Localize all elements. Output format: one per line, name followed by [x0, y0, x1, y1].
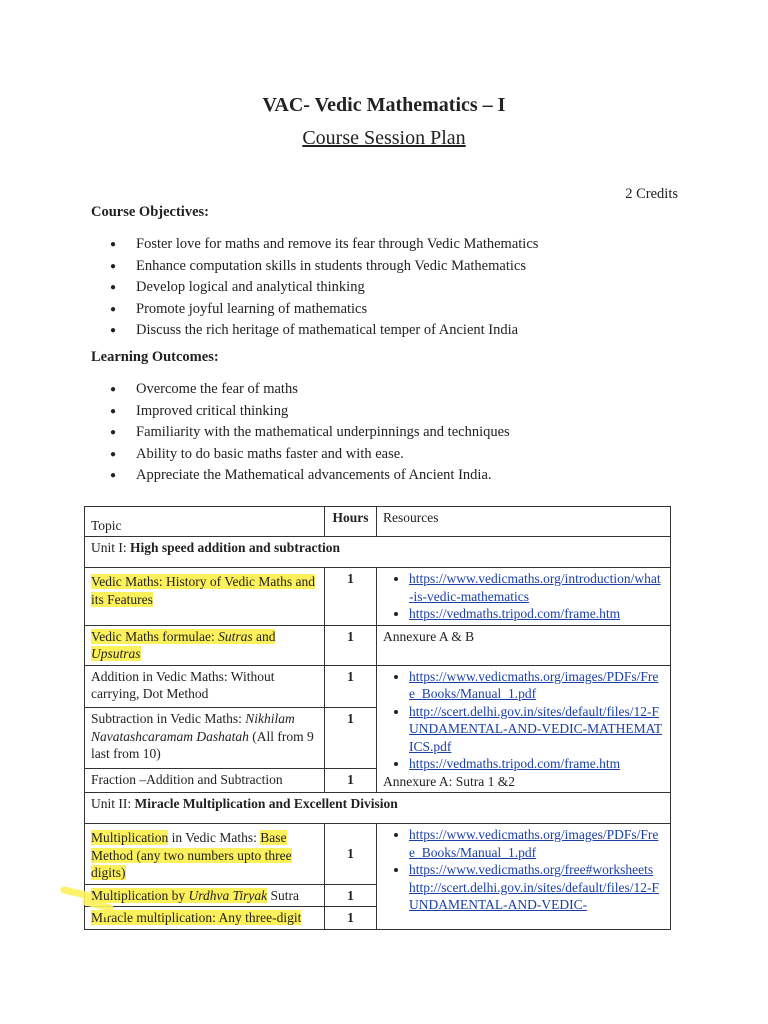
- hours-value: 1: [325, 665, 377, 708]
- resource-link[interactable]: https://vedmaths.tripod.com/frame.htm: [409, 756, 621, 771]
- outcomes-heading: Learning Outcomes:: [91, 349, 219, 365]
- outcomes-list: [110, 379, 510, 487]
- resources-cell: [377, 568, 671, 626]
- resources-cell: [377, 824, 671, 930]
- unit-name: High speed addition and subtraction: [130, 540, 341, 555]
- hours-value: 1: [325, 907, 377, 930]
- hours-value: 1: [325, 884, 377, 907]
- resource-link[interactable]: https://www.vedicmaths.org/images/PDFs/Free_Books/Manual_1.pdf: [409, 668, 659, 701]
- topic-text: Addition in Vedic Maths: Without carrying, Dot Method: [85, 665, 325, 708]
- resource-link[interactable]: https://www.vedicmaths.org/free#worksheets: [409, 862, 654, 877]
- topic-text: Multiplication by Urdhva Tiryak Sutra: [85, 884, 325, 907]
- hours-value: 1: [325, 769, 377, 793]
- list-item: ● Familiarity with the mathematical underpinnings and techniques: [110, 422, 510, 444]
- resources-cell: Annexure A & B: [377, 625, 671, 665]
- unit-row: [85, 793, 671, 824]
- table-row: [85, 824, 671, 885]
- hours-value: 1: [325, 708, 377, 769]
- table-header-row: [85, 507, 671, 537]
- list-item: ● Develop logical and analytical thinking: [110, 277, 538, 299]
- hours-value: 1: [325, 568, 377, 626]
- topic-text: Vedic Maths formulae: Sutras and Upsutras: [91, 628, 276, 661]
- topic-text: Subtraction in Vedic Maths: Nikhilam Navatashcaramam Dashatah (All from 9 last from 10): [85, 708, 325, 769]
- list-item: ● Appreciate the Mathematical advancements of Ancient India.: [110, 465, 510, 487]
- resources-cell: [377, 665, 671, 793]
- topic-text: Multiplication in Vedic Maths: Base Method (any two numbers upto three digits): [85, 824, 325, 885]
- list-item: ● Overcome the fear of maths: [110, 379, 510, 401]
- list-item: ● Foster love for maths and remove its fear through Vedic Mathematics: [110, 234, 538, 256]
- table-row: [85, 625, 671, 665]
- resource-link[interactable]: https://vedmaths.tripod.com/frame.htm: [409, 606, 621, 621]
- list-item: ● Enhance computation skills in students through Vedic Mathematics: [110, 256, 538, 278]
- table-row: [85, 568, 671, 626]
- topic-text: Vedic Maths: History of Vedic Maths and its Features: [91, 574, 315, 607]
- list-item: ● Ability to do basic maths faster and with ease.: [110, 444, 510, 466]
- resource-link[interactable]: http://scert.delhi.gov.in/sites/default/files/12-FUNDAMENTAL-AND-VEDIC-MATHEMATICS.pdf: [409, 703, 663, 754]
- unit-prefix: Unit I:: [91, 540, 130, 555]
- objectives-list: [110, 234, 538, 342]
- unit-row: [85, 537, 671, 568]
- list-item: ● Promote joyful learning of mathematics: [110, 299, 538, 321]
- hours-value: 1: [325, 625, 377, 665]
- annexure-note: Annexure A: Sutra 1 &2: [383, 773, 515, 789]
- session-plan-table: [84, 506, 671, 930]
- objectives-heading: Course Objectives:: [91, 204, 209, 220]
- highlighter-mark: [60, 884, 118, 918]
- table-row: [85, 665, 671, 708]
- list-item: ● Improved critical thinking: [110, 401, 510, 423]
- document-subtitle: Course Session Plan: [302, 127, 466, 149]
- hours-value: 1: [325, 824, 377, 885]
- credits-label: 2 Credits: [625, 186, 678, 202]
- header-topic: Topic: [85, 507, 325, 537]
- topic-text: Miracle multiplication: Any three-digit: [85, 907, 325, 930]
- unit-name: Miracle Multiplication and Excellent Division: [134, 796, 398, 811]
- resource-link[interactable]: https://www.vedicmaths.org/images/PDFs/Free_Books/Manual_1.pdf: [409, 827, 659, 860]
- resource-link[interactable]: http://scert.delhi.gov.in/sites/default/files/12-FUNDAMENTAL-AND-VEDIC-: [409, 879, 659, 912]
- list-item: ● Discuss the rich heritage of mathematical temper of Ancient India: [110, 320, 538, 342]
- header-resources: Resources: [377, 507, 671, 537]
- topic-text: Fraction –Addition and Subtraction: [85, 769, 325, 793]
- unit-prefix: Unit II:: [91, 796, 135, 811]
- header-hours: Hours: [325, 507, 377, 537]
- resource-link[interactable]: https://www.vedicmaths.org/introduction/what-is-vedic-mathematics: [409, 571, 661, 604]
- document-title: VAC- Vedic Mathematics – I: [262, 94, 506, 116]
